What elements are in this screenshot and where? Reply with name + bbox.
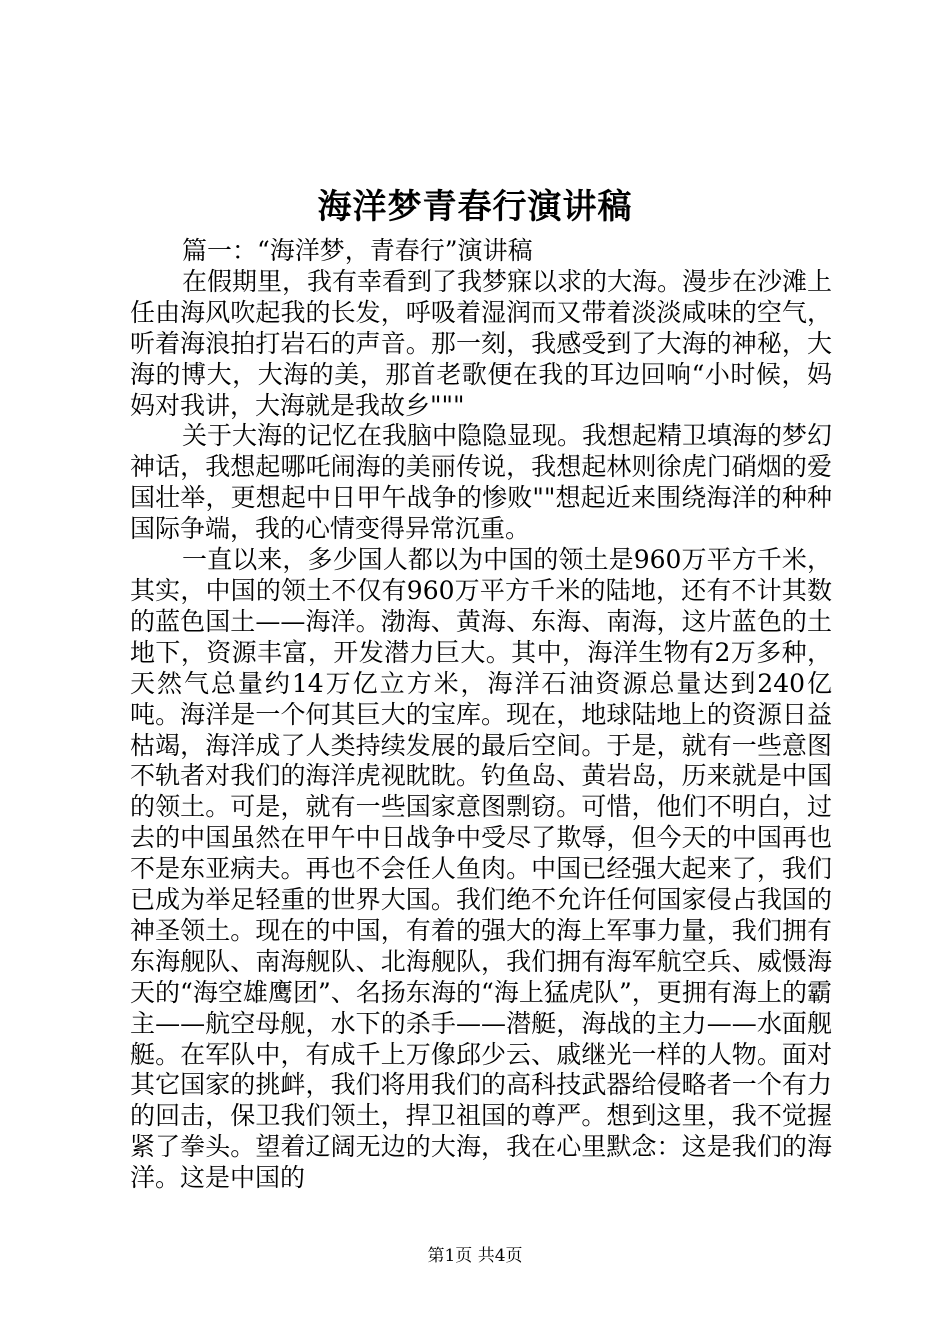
paragraph: 关于大海的记忆在我脑中隐隐显现。我想起精卫填海的梦幻神话，我想起哪吒闹海的美丽传说，我想起林则徐虎门硝烟的爱国壮举，更想起中日甲午战争的惨败""想起近来围绕海洋的种种国际争端，我的心情变得异常沉重。 <box>130 421 833 544</box>
page-number-footer: 第1页 共4页 <box>427 1246 523 1266</box>
document-body <box>130 236 832 1194</box>
section-heading: 篇一：“海洋梦，青春行”演讲稿 <box>182 236 533 265</box>
document-title: 海洋梦青春行演讲稿 <box>317 187 633 227</box>
paragraph: 在假期里，我有幸看到了我梦寐以求的大海。漫步在沙滩上任由海风吹起我的长发，呼吸着湿润而又带着淡淡咸味的空气，听着海浪拍打岩石的声音。那一刻，我感受到了大海的神秘，大海的博大，大海的美，那首老歌便在我的耳边回响“小时候，妈妈对我讲，大海就是我故乡""" <box>130 266 833 420</box>
paragraph: 一直以来，多少国人都以为中国的领土是960万平方千米，其实，中国的领土不仅有960万平方千米的陆地，还有不计其数的蓝色国土——海洋。渤海、黄海、东海、南海，这片蓝色的土地下，资源丰富，开发潜力巨大。其中，海洋生物有2万多种，天然气总量约14万亿立方米，海洋石油资源总量达到240亿吨。海洋是一个何其巨大的宝库。现在，地球陆地上的资源日益枯竭，海洋成了人类持续发展的最后空间。于是，就有一些意图不轨者对我们的海洋虎视眈眈。钓鱼岛、黄岩岛，历来就是中国的领土。可是，就有一些国家意图剽窃。可惜，他们不明白，过去的中国虽然在甲午中日战争中受尽了欺辱，但今天的中国再也不是东亚病夫。再也不会任人鱼肉。中国已经强大起来了，我们已成为举足轻重的世界大国。我们绝不允许任何国家侵占我国的神圣领土。现在的中国，有着的强大的海上军事力量，我们拥有东海舰队、南海舰队、北海舰队，我们拥有海军航空兵、威慑海天的“海空雄鹰团”、名扬东海的“海上猛虎队”，更拥有海上的霸主——航空母舰，水下的杀手——潜艇，海战的主力——水面舰艇。在军队中，有成千上万像邱少云、戚继光一样的人物。面对其它国家的挑衅，我们将用我们的高科技武器给侵略者一个有力的回击，保卫我们领土，捍卫祖国的尊严。想到这里，我不觉握紧了拳头。望着辽阔无边的大海，我在心里默念：这是我们的海洋。这是中国的 <box>130 545 832 1193</box>
